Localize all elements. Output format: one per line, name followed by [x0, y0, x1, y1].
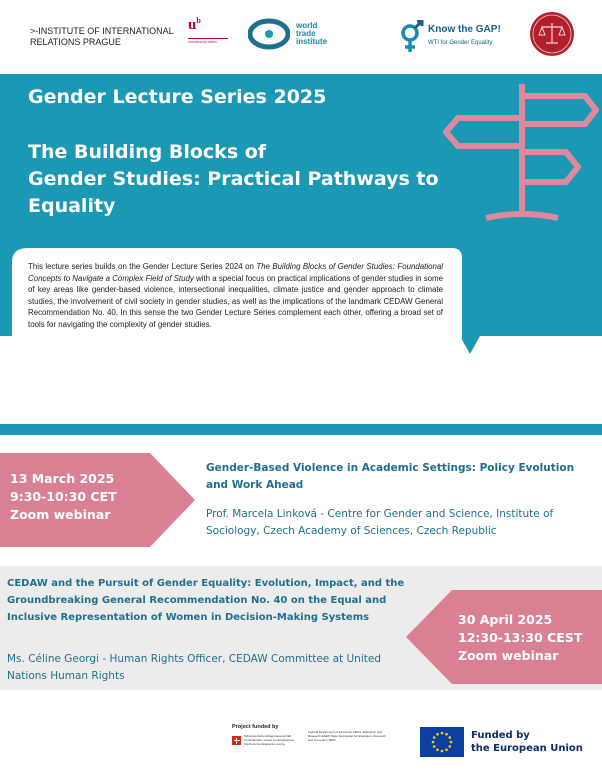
- unibe-small-text: UNIVERSITÄT BERN: [188, 40, 217, 44]
- project-funded-by-label: Project funded by: [232, 724, 279, 730]
- intro-referenced-title: The Building Blocks of Gender Studies: Foundational Concepts to Navigate a Complex Field of Study: [28, 262, 443, 283]
- gap-name: Know the GAP!: [428, 24, 501, 35]
- event-1-speaker: Prof. Marcela Linková - Centre for Gender and Science, Institute of Sociology, Czech Academy of Sciences, Czech Republic: [206, 508, 554, 537]
- unibe-logo: [188, 16, 232, 54]
- intro-paragraph: This lecture series builds on the Gender Lecture Series 2024 on The Building Blocks of Gender Studies: Foundational Concepts to Navigate a Complex Field of Study with a special focus on practical implications of gender studies in some of key areas like gender-based violence, intersectional inequalities, climate justice and gender approach to climate studies, the involvement of civil society in gender studies, as well as the implications of the landmark CEDAW General Recommendation No. 40. In this sense the two Gender Lecture Series complement each other, offering a broad set of tools for navigating the complexity of gender studies.: [28, 262, 443, 329]
- event-2-date-block: [458, 611, 582, 665]
- event-2-date: 30 April 2025: [458, 612, 553, 627]
- eu-line2: the European Union: [471, 743, 583, 754]
- event-1-title: Gender-Based Violence in Academic Settings: Policy Evolution and Work Ahead: [206, 462, 575, 491]
- unibe-mark: $u^b$: [188, 16, 201, 33]
- event-2-time: 12:30-13:30 CEST: [458, 630, 583, 645]
- wti-eye-icon: [248, 18, 290, 50]
- wti-wordmark: world trade institute: [296, 21, 328, 46]
- main-title-line2: Gender Studies: Practical Pathways to: [28, 168, 439, 190]
- event-2-title: CEDAW and the Pursuit of Gender Equality: Evolution, Impact, and the Groundbreaking General Recommendation No. 40 on the Equal and Inclusive Representation of Women in Decision-Making Systems: [7, 578, 405, 623]
- eu-line1: Funded by: [471, 730, 530, 741]
- seri-text: Federal Department of Economic Affairs, Education and Research EAER State Secretariat for Education, Research and Innovation SERI: [308, 730, 387, 742]
- gap-tagline: WTI for Gender Equality: [428, 40, 493, 46]
- eu-funding-text: [471, 729, 583, 755]
- swiss-flag-icon: [232, 736, 241, 745]
- swiss-confederation-text: Schweizerische Eidgenossenschaft Confédération suisse Confederazione Svizzera Confederaziun svizra: [244, 734, 295, 746]
- iirp-logo-line2: RELATIONS PRAGUE: [30, 37, 121, 47]
- main-title-line1: The Building Blocks of: [28, 141, 267, 163]
- main-title: [28, 139, 498, 220]
- iirp-logo-line1: >-INSTITUTE OF INTERNATIONAL: [30, 26, 174, 36]
- event-2-speaker: Ms. Céline Georgi - Human Rights Officer, CEDAW Committee at United Nations Human Rights: [7, 653, 381, 682]
- event-1-time: 9:30-10:30 CET: [10, 489, 117, 504]
- scales-icon: [530, 12, 574, 56]
- seal-logo: [530, 12, 574, 56]
- iirp-logo: [30, 26, 174, 48]
- event-1-date: 13 March 2025: [10, 471, 115, 486]
- event-1-date-block: [10, 470, 117, 524]
- gender-symbol-icon: [398, 20, 424, 54]
- event-1-format: Zoom webinar: [10, 507, 111, 522]
- series-title: Gender Lecture Series 2025: [28, 86, 327, 108]
- event-2-format: Zoom webinar: [458, 648, 559, 663]
- eu-flag-icon: [420, 727, 464, 757]
- main-title-line3: Equality: [28, 195, 116, 217]
